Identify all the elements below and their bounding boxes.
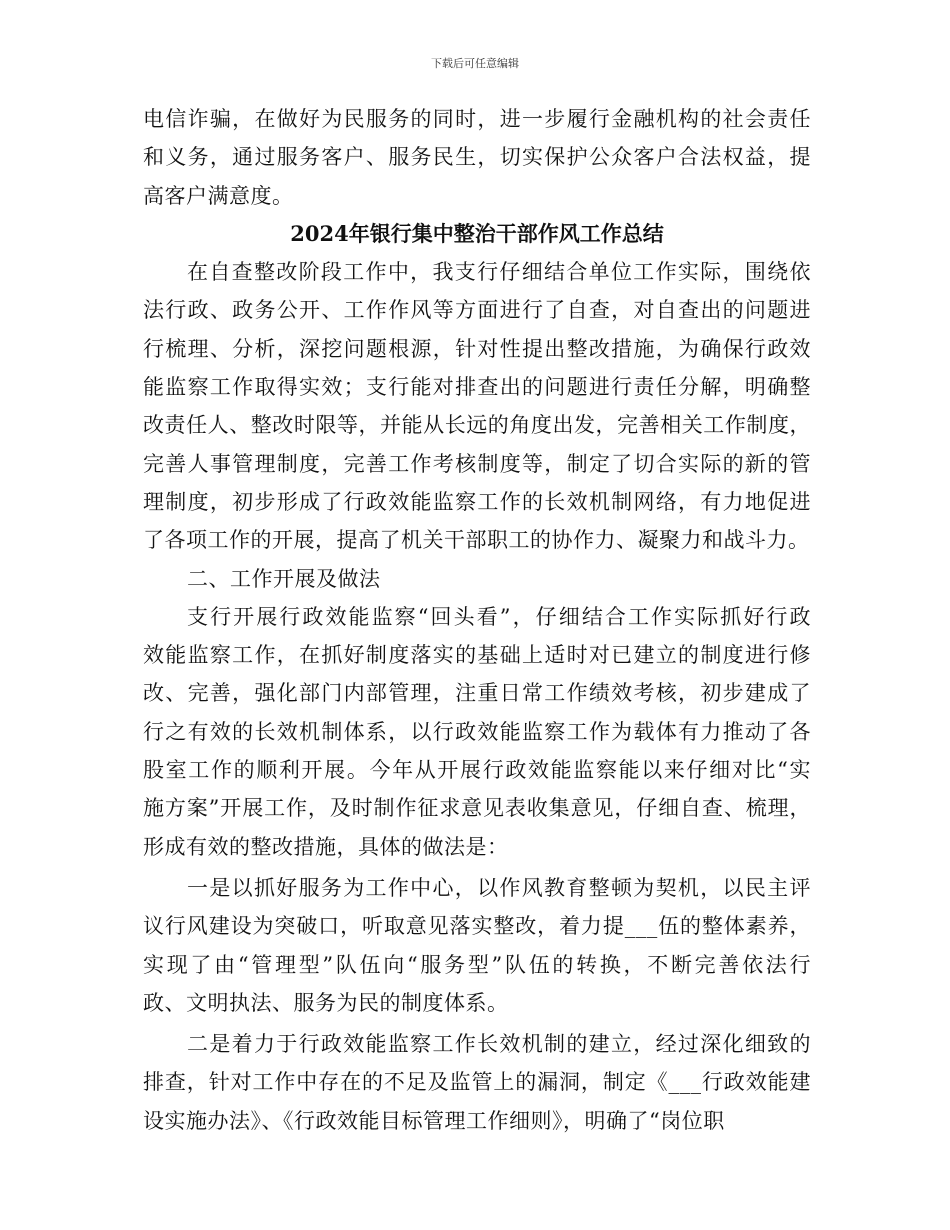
paragraph-line: 了各项工作的开展，提高了机关干部职工的协作力、凝聚力和战斗力。 bbox=[143, 528, 810, 553]
paragraph-line: 能监察工作取得实效；支行能对排查出的问题进行责任分解，明确整 bbox=[143, 375, 811, 400]
page-header: 下载后可任意编辑 bbox=[431, 57, 519, 70]
paragraph-line: 施方案”开展工作，及时制作征求意见表收集意见，仔细自查、梳理， bbox=[143, 796, 811, 821]
paragraph-line: 设实施办法》、《行政效能目标管理工作细则》，明确了“岗位职 bbox=[143, 1108, 725, 1133]
document-body bbox=[143, 100, 811, 1140]
paragraph-line: 排查，针对工作中存在的不足及监管上的漏洞，制定《___行政效能建 bbox=[143, 1070, 811, 1095]
paragraph-line: 形成有效的整改措施，具体的做法是： bbox=[143, 834, 509, 859]
paragraph-line: 在自查整改阶段工作中，我支行仔细结合单位工作实际，围绕依 bbox=[187, 260, 811, 285]
paragraph-line: 议行风建设为突破口，听取意见落实整改，着力提___伍的整体素养， bbox=[143, 914, 811, 939]
intro-line: 和义务，通过服务客户、服务民生，切实保护公众客户合法权益，提 bbox=[143, 145, 811, 170]
paragraph-line: 改责任人、整改时限等，并能从长远的角度出发，完善相关工作制度， bbox=[143, 413, 811, 438]
paragraph-line: 理制度，初步形成了行政效能监察工作的长效机制网络，有力地促进 bbox=[143, 489, 811, 514]
paragraph-line: 支行开展行政效能监察“回头看”，仔细结合工作实际抓好行政 bbox=[187, 604, 811, 629]
paragraph-line: 法行政、政务公开、工作作风等方面进行了自查，对自查出的问题进 bbox=[143, 298, 811, 323]
intro-line: 电信诈骗，在做好为民服务的同时，进一步履行金融机构的社会责任 bbox=[143, 107, 811, 131]
document-title: 2024年银行集中整治干部作风工作总结 bbox=[290, 220, 664, 246]
paragraph-line: 完善人事管理制度，完善工作考核制度等，制定了切合实际的新的管 bbox=[143, 451, 811, 476]
paragraph-line: 效能监察工作，在抓好制度落实的基础上适时对已建立的制度进行修 bbox=[143, 643, 811, 668]
intro-line: 高客户满意度。 bbox=[143, 183, 294, 208]
paragraph-line: 实现了由“管理型”队伍向“服务型”队伍的转换，不断完善依法行 bbox=[143, 952, 811, 977]
paragraph-line: 二是着力于行政效能监察工作长效机制的建立，经过深化细致的 bbox=[187, 1032, 811, 1057]
paragraph-line: 行之有效的长效机制体系，以行政效能监察工作为载体有力推动了各 bbox=[143, 719, 811, 744]
paragraph-line: 一是以抓好服务为工作中心，以作风教育整顿为契机，以民主评 bbox=[187, 875, 811, 900]
paragraph-line: 股室工作的顺利开展。今年从开展行政效能监察能以来仔细对比“实 bbox=[143, 758, 811, 783]
paragraph-line: 改、完善，强化部门内部管理，注重日常工作绩效考核，初步建成了 bbox=[143, 681, 811, 706]
section-heading: 二、工作开展及做法 bbox=[187, 566, 381, 591]
paragraph-line: 行梳理、分析，深挖问题根源，针对性提出整改措施，为确保行政效 bbox=[143, 336, 811, 361]
paragraph-line: 政、文明执法、服务为民的制度体系。 bbox=[143, 990, 509, 1015]
